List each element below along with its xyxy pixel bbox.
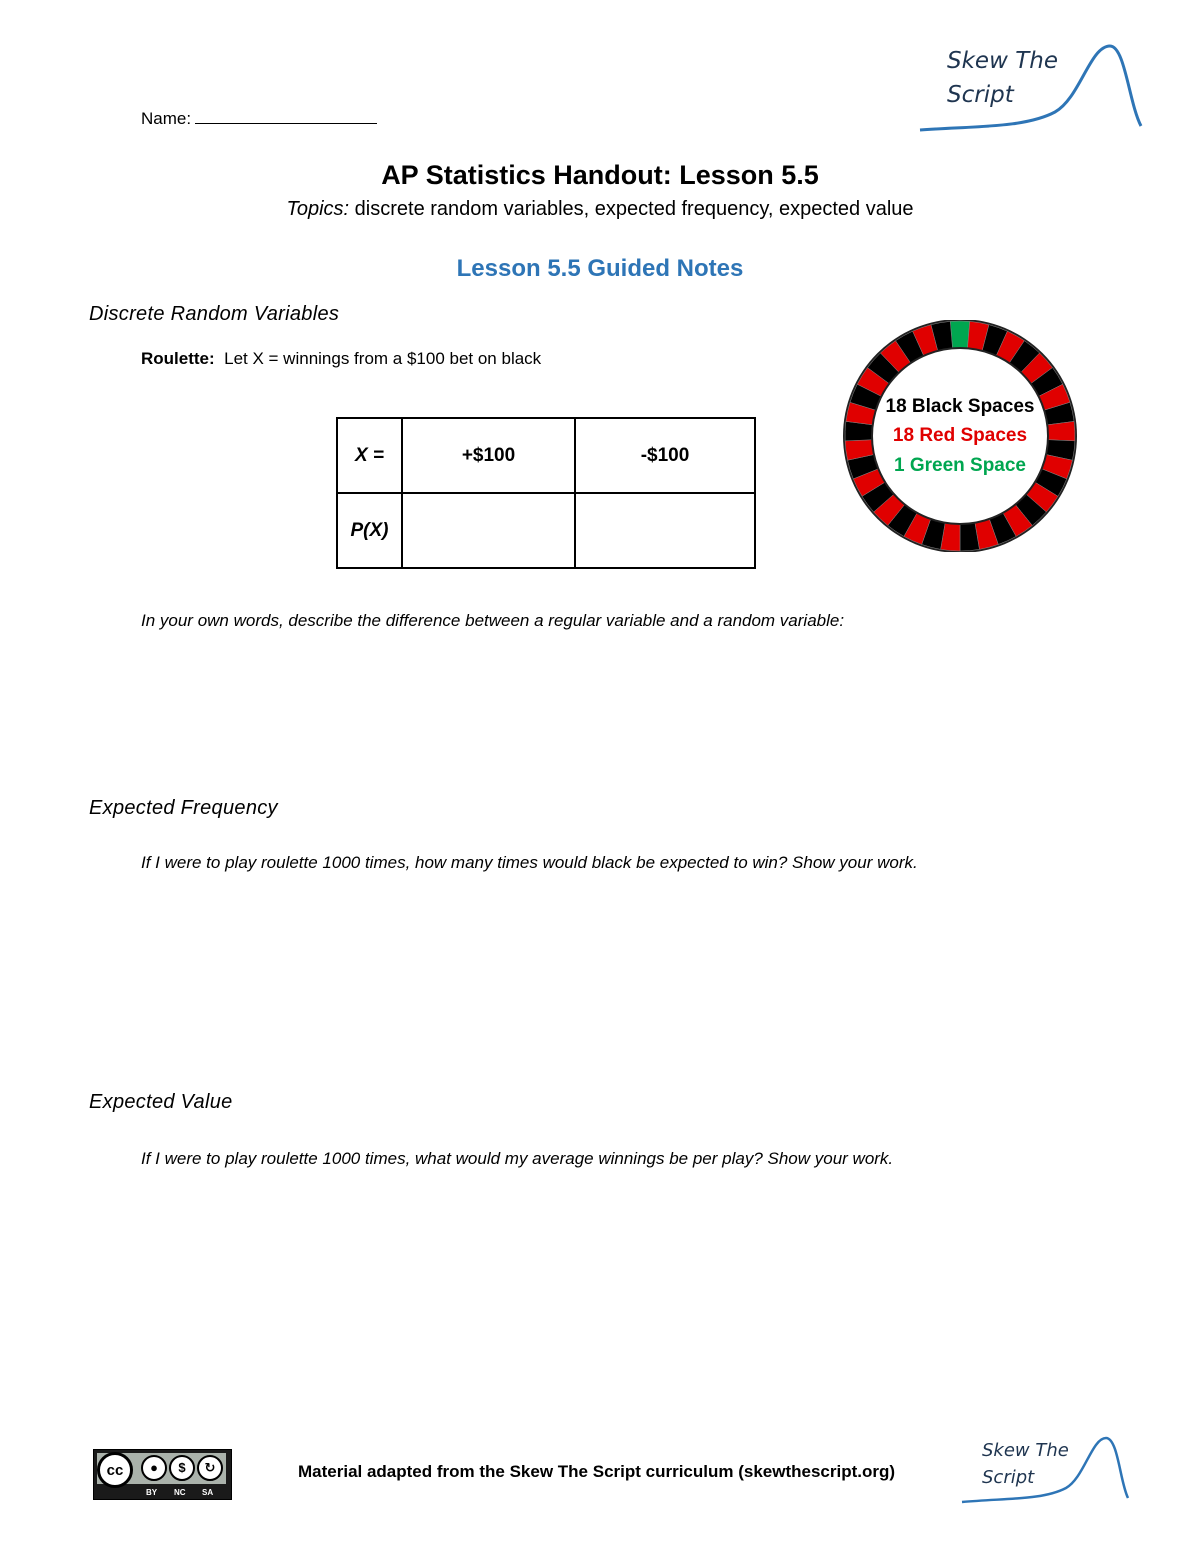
roulette-label: Roulette: bbox=[141, 349, 215, 368]
roulette-wheel bbox=[835, 320, 1085, 552]
roulette-definition bbox=[141, 349, 541, 369]
logo-line1: Skew The bbox=[947, 48, 1058, 74]
prompt-regular-vs-random: In your own words, describe the difference between a regular variable and a random variable: bbox=[141, 611, 845, 630]
table-header-px: P(X) bbox=[337, 493, 402, 568]
name-label: Name: bbox=[141, 109, 192, 128]
footer-logo-line2: Script bbox=[982, 1467, 1035, 1488]
cc-by-label: BY bbox=[146, 1488, 158, 1497]
topics-line bbox=[0, 198, 1200, 221]
prompt-expected-value: If I were to play roulette 1000 times, what would my average winnings be per play? Show your work. bbox=[141, 1149, 894, 1168]
roulette-text: Let X = winnings from a $100 bet on black bbox=[214, 349, 542, 368]
name-field[interactable] bbox=[141, 108, 377, 129]
name-blank[interactable] bbox=[195, 108, 377, 124]
section-heading-expected-value: Expected Value bbox=[89, 1091, 233, 1113]
section-heading-discrete-random-variables: Discrete Random Variables bbox=[89, 303, 340, 325]
table-row bbox=[337, 493, 755, 568]
attribution-icon: ● bbox=[141, 1455, 167, 1481]
table-cell-p-win[interactable] bbox=[402, 493, 575, 568]
wheel-pocket bbox=[950, 321, 970, 348]
red-spaces-label: 18 Red Spaces bbox=[892, 425, 1028, 446]
table-header-x: X = bbox=[337, 418, 402, 493]
cc-nc-label: NC bbox=[174, 1488, 186, 1497]
black-spaces-label: 18 Black Spaces bbox=[885, 396, 1035, 417]
noncommercial-icon: $ bbox=[169, 1455, 195, 1481]
logo-curve-icon bbox=[915, 38, 1147, 138]
prompt-expected-frequency: If I were to play roulette 1000 times, how many times would black be expected to win? Show your work. bbox=[141, 853, 918, 872]
table-row bbox=[337, 418, 755, 493]
logo-line2: Script bbox=[947, 82, 1014, 108]
green-space-label: 1 Green Space bbox=[893, 455, 1027, 476]
cc-sa-label: SA bbox=[202, 1488, 214, 1497]
footer-logo-curve-icon bbox=[958, 1432, 1134, 1508]
footer-attribution: Material adapted from the Skew The Script curriculum (skewthescript.org) bbox=[298, 1462, 896, 1481]
topics-label: Topics: bbox=[286, 198, 350, 220]
skew-the-script-logo bbox=[915, 38, 1147, 138]
footer-logo-line1: Skew The bbox=[982, 1440, 1069, 1461]
page-title: AP Statistics Handout: Lesson 5.5 bbox=[381, 160, 819, 190]
topics-text: discrete random variables, expected frequency, expected value bbox=[349, 198, 914, 220]
sharealike-icon: ↻ bbox=[197, 1455, 223, 1481]
creative-commons-badge bbox=[93, 1449, 232, 1500]
section-heading-expected-frequency: Expected Frequency bbox=[89, 797, 278, 819]
skew-the-script-logo-footer bbox=[958, 1432, 1134, 1508]
cc-icon: cc bbox=[97, 1452, 133, 1488]
table-cell-p-lose[interactable] bbox=[575, 493, 755, 568]
table-cell-lose: -$100 bbox=[575, 418, 755, 493]
table-cell-win: +$100 bbox=[402, 418, 575, 493]
probability-table bbox=[336, 417, 756, 569]
guided-notes-title: Lesson 5.5 Guided Notes bbox=[456, 255, 744, 282]
